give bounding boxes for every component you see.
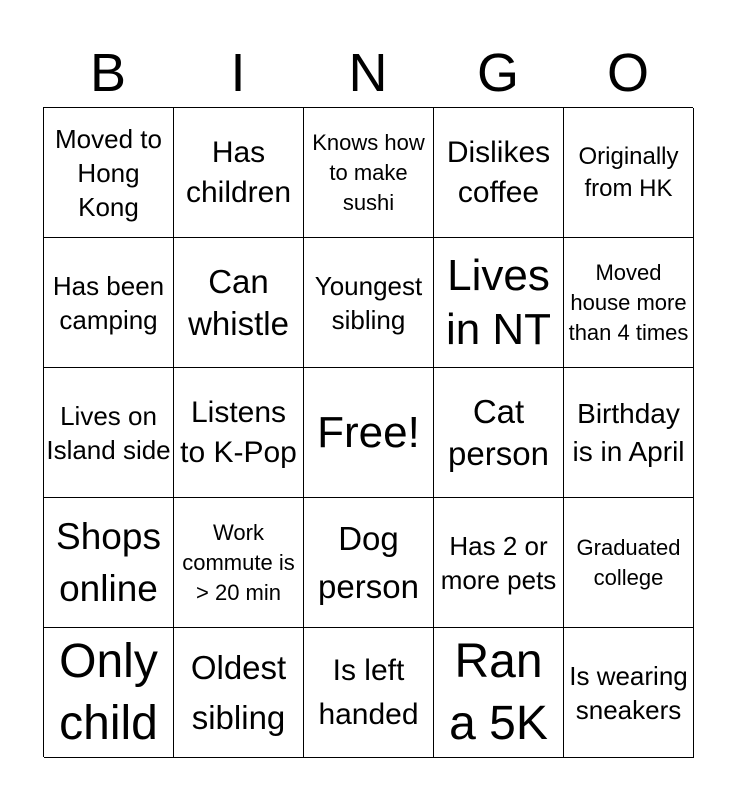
bingo-cell-r3-c2[interactable] <box>174 368 304 498</box>
bingo-cell-r2-c3[interactable] <box>304 238 434 368</box>
bingo-cell-r2-c1[interactable] <box>44 238 174 368</box>
cell-label: Oldest sibling <box>190 648 287 736</box>
bingo-cell-r3-c4[interactable] <box>434 368 564 498</box>
cell-label: Has 2 or more pets <box>440 530 557 595</box>
bingo-board <box>43 107 693 757</box>
bingo-cell-r5-c5[interactable] <box>564 628 694 758</box>
header-letter-i: I <box>230 43 246 103</box>
cell-label: Ran a 5K <box>449 634 548 750</box>
cell-label: Cat person <box>448 392 549 472</box>
cell-label: Can whistle <box>188 262 289 342</box>
bingo-cell-r5-c3[interactable] <box>304 628 434 758</box>
cell-label: Moved to Hong Kong <box>55 123 162 222</box>
cell-label: Lives on Island side <box>46 400 171 465</box>
cell-label: Knows how to make sushi <box>312 129 425 215</box>
header-letter-b: B <box>89 43 127 103</box>
cell-label: Originally from HK <box>578 142 679 202</box>
bingo-cell-r1-c4[interactable] <box>434 108 564 238</box>
cell-label: Listens to K-Pop <box>180 395 297 469</box>
bingo-cell-r3-c5[interactable] <box>564 368 694 498</box>
bingo-header <box>43 40 693 106</box>
bingo-cell-r2-c4[interactable] <box>434 238 564 368</box>
header-letter-o: O <box>606 43 649 103</box>
bingo-cell-r1-c2[interactable] <box>174 108 304 238</box>
bingo-cell-r4-c5[interactable] <box>564 498 694 628</box>
bingo-cell-r2-c2[interactable] <box>174 238 304 368</box>
bingo-cell-r5-c4[interactable] <box>434 628 564 758</box>
bingo-cell-r1-c5[interactable] <box>564 108 694 238</box>
cell-label: Dog person <box>318 519 419 605</box>
bingo-cell-r1-c3[interactable] <box>304 108 434 238</box>
bingo-cell-r5-c2[interactable] <box>174 628 304 758</box>
header-letter-g: G <box>476 43 519 103</box>
cell-label: Work commute is > 20 min <box>182 519 295 605</box>
cell-label: Is wearing sneakers <box>569 660 688 725</box>
cell-label: Has been camping <box>52 270 165 335</box>
cell-label: Moved house more than 4 times <box>568 259 689 345</box>
cell-label: Birthday is in April <box>572 397 685 467</box>
bingo-cell-r4-c2[interactable] <box>174 498 304 628</box>
free-space-label: Free! <box>317 407 420 457</box>
bingo-cell-r4-c4[interactable] <box>434 498 564 628</box>
cell-label: Is left handed <box>318 653 419 731</box>
cell-label: Lives in NT <box>445 250 552 354</box>
bingo-cell-r3-c1[interactable] <box>44 368 174 498</box>
cell-label: Has children <box>185 135 292 209</box>
cell-label: Only child <box>59 634 158 750</box>
bingo-cell-r3-c3 free-space[interactable] <box>304 368 434 498</box>
bingo-cell-r4-c3[interactable] <box>304 498 434 628</box>
bingo-cell-r4-c1[interactable] <box>44 498 174 628</box>
cell-label: Dislikes coffee <box>446 135 551 209</box>
bingo-cell-r5-c1[interactable] <box>44 628 174 758</box>
bingo-cell-r2-c5[interactable] <box>564 238 694 368</box>
cell-label: Graduated college <box>576 534 681 590</box>
bingo-cell-r1-c1[interactable] <box>44 108 174 238</box>
header-letter-n: N <box>348 43 388 103</box>
cell-label: Youngest sibling <box>314 270 423 335</box>
cell-label: Shops online <box>56 515 161 609</box>
